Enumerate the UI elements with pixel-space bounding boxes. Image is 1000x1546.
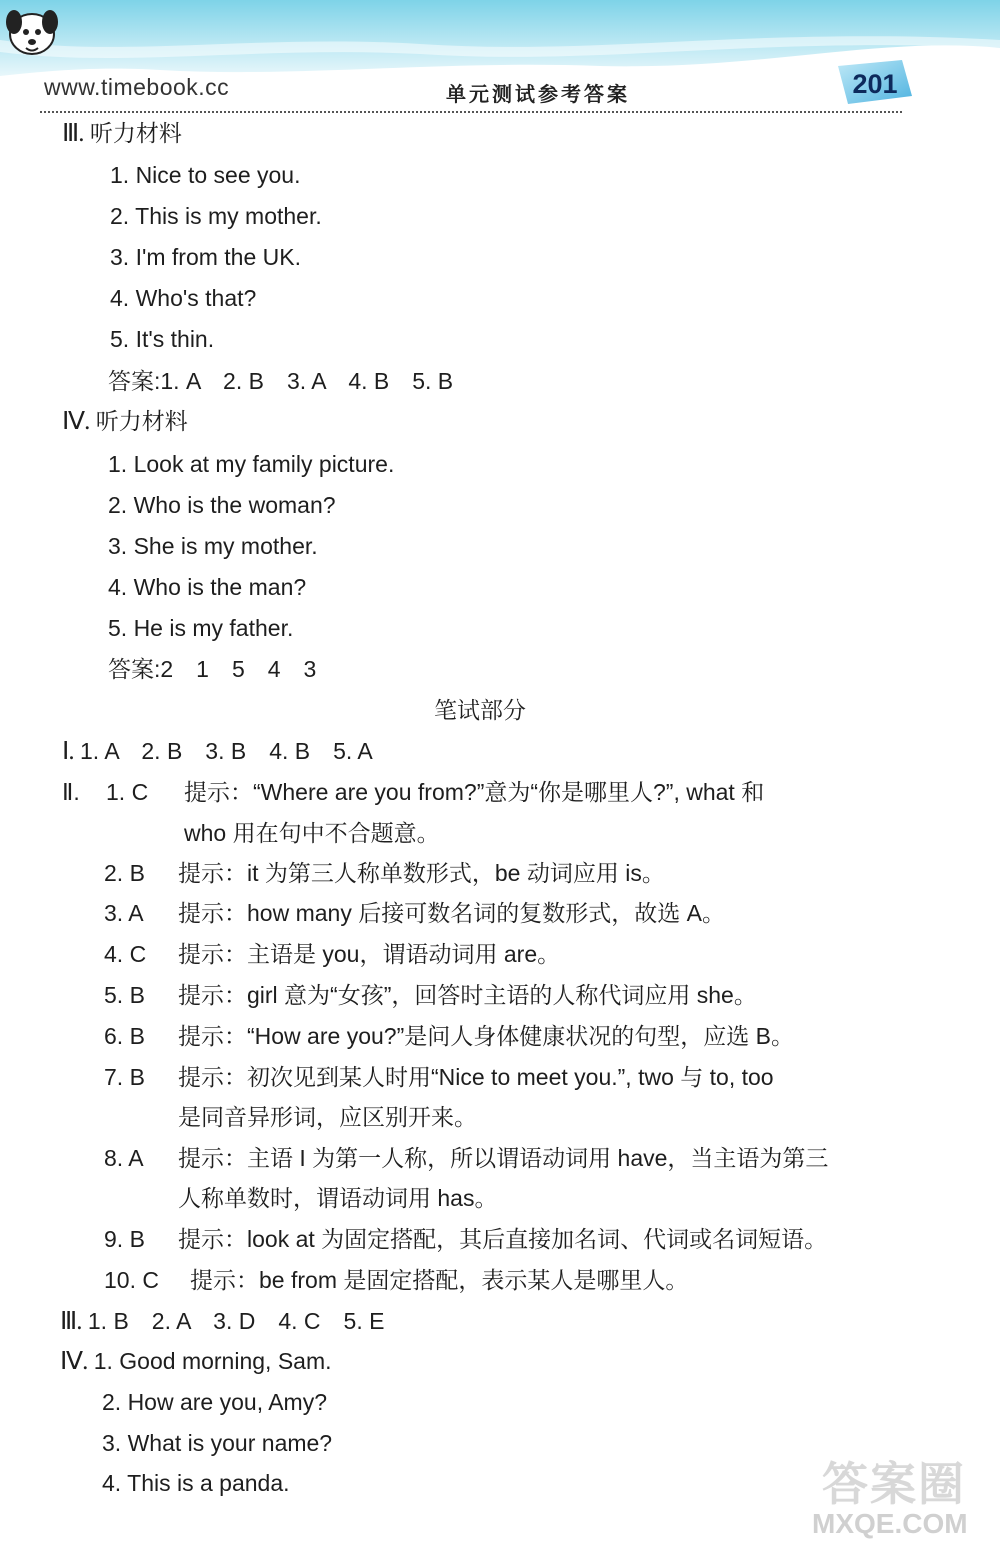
list-item: 3. I'm from the UK. [110, 244, 301, 270]
item-number: 9. B [104, 1226, 145, 1252]
item-number: 5. B [104, 982, 145, 1008]
hint-text: 提示：it 为第三人称单数形式，be 动词应用 is。 [178, 860, 665, 886]
answer-text: 1. B 2. A 3. D 4. C 5. E [87, 1308, 385, 1334]
item-number: 8. A [104, 1145, 144, 1171]
section-heading [62, 118, 182, 149]
page-header [0, 0, 1000, 118]
list-item: 1. Good morning, Sam. [93, 1348, 332, 1374]
section-title: 听力材料 [95, 408, 188, 434]
list-item: 4. Who is the man? [108, 574, 307, 600]
watermark-logo: 答案圈 [822, 1457, 966, 1511]
section-numeral: Ⅲ. [62, 120, 84, 147]
list-item: 2. This is my mother. [110, 203, 322, 229]
list-item: 1. Look at my family picture. [108, 451, 395, 477]
section-numeral: Ⅱ. [62, 779, 80, 805]
list-item: 1. Nice to see you. [110, 162, 301, 188]
page-number: 201 [852, 69, 898, 99]
list-item: 5. It's thin. [110, 326, 215, 352]
hint-text: 提示：look at 为固定搭配，其后直接加名词、代词或名词短语。 [178, 1226, 828, 1252]
hint-text: 提示：主语是 you，谓语动词用 are。 [178, 941, 561, 967]
dog-mascot-icon [0, 0, 64, 62]
answer-text: 1. A 2. B 3. B 4. B 5. A [80, 738, 373, 764]
hint-text: 提示：be from 是固定搭配，表示某人是哪里人。 [190, 1267, 689, 1293]
section-numeral: Ⅳ. [62, 408, 90, 435]
section-numeral [60, 1346, 332, 1377]
hint-text: 提示：“How are you?”是问人身体健康状况的句型，应选 B。 [178, 1023, 794, 1049]
answer-line [62, 736, 373, 767]
hint-text: 提示：初次见到某人时用“Nice to meet you.”, two 与 to, too [178, 1064, 774, 1090]
list-item: 2. How are you, Amy? [102, 1389, 327, 1415]
watermark-site: MXQE.COM [812, 1508, 968, 1539]
hint-text: 提示：girl 意为“女孩”，回答时主语的人称代词应用 she。 [178, 982, 757, 1008]
item-number: 3. A [104, 900, 144, 926]
item-number: 2. B [104, 860, 145, 886]
site-url: www.timebook.cc [44, 74, 230, 100]
answer-line: 答案:1. A 2. B 3. A 4. B 5. B [108, 368, 454, 394]
section-numeral: Ⅲ. [60, 1308, 82, 1335]
item-number: 10. C [104, 1267, 159, 1293]
section-numeral: Ⅳ. [60, 1348, 88, 1375]
answer-line [60, 1306, 384, 1337]
section-title: 听力材料 [89, 120, 182, 146]
item-number: 4. C [104, 941, 147, 967]
list-item: 5. He is my father. [108, 615, 294, 641]
list-item: 3. She is my mother. [108, 533, 318, 559]
answer-line: 答案:2 1 5 4 3 [108, 656, 317, 682]
hint-text: 提示：how many 后接可数名词的复数形式，故选 A。 [178, 900, 725, 926]
hint-text-cont: who 用在句中不合题意。 [184, 820, 440, 846]
section-numeral: Ⅰ. [62, 738, 74, 765]
hint-text: 提示：主语 I 为第一人称，所以谓语动词用 have，当主语为第三 [178, 1145, 829, 1171]
header-title: 单元测试参考答案 [446, 82, 630, 106]
hint-text-cont: 人称单数时，谓语动词用 has。 [178, 1185, 498, 1211]
item-number: 6. B [104, 1023, 145, 1049]
item-number: 1. C [106, 779, 149, 805]
list-item: 4. This is a panda. [102, 1470, 290, 1496]
section-heading [62, 406, 188, 437]
item-number: 7. B [104, 1064, 145, 1090]
written-section-title: 笔试部分 [434, 697, 526, 723]
header-divider [40, 111, 902, 113]
hint-text: 提示：“Where are you from?”意为“你是哪里人?”, what 和 [184, 779, 765, 805]
list-item: 3. What is your name? [102, 1430, 333, 1456]
list-item: 4. Who's that? [110, 285, 257, 311]
hint-text-cont: 是同音异形词，应区别开来。 [178, 1104, 477, 1130]
list-item: 2. Who is the woman? [108, 492, 336, 518]
